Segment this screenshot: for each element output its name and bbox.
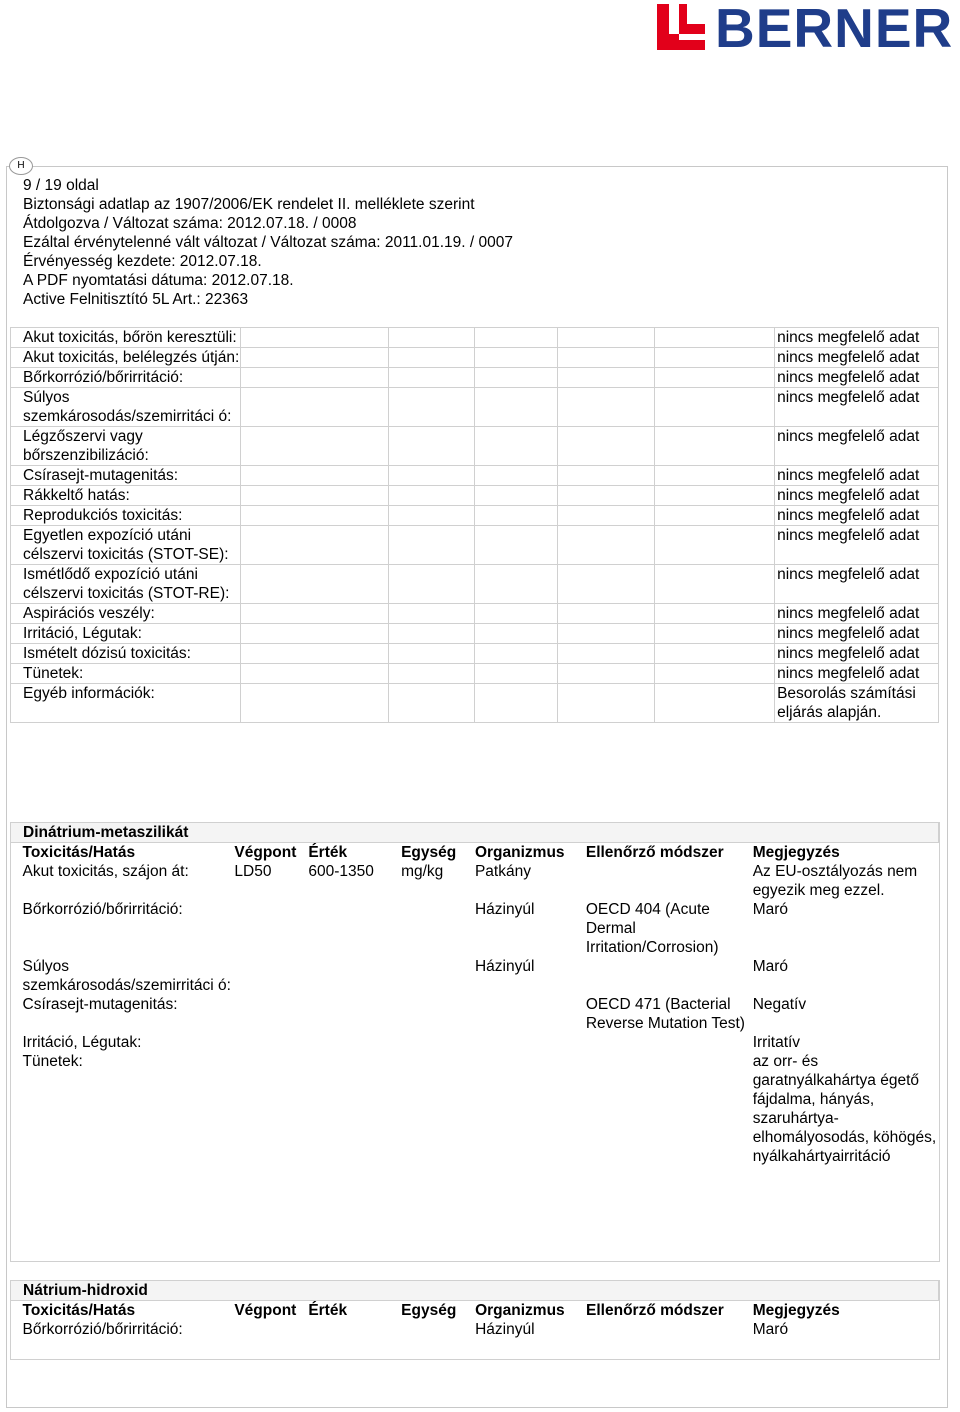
effect-label: Rákkeltő hatás:	[11, 486, 241, 506]
column-header: Végpont	[234, 844, 297, 861]
cell-method	[584, 1320, 751, 1339]
cell-note: Irritatív	[752, 1034, 801, 1051]
empty-cell	[474, 368, 557, 388]
table-row	[11, 1320, 939, 1339]
empty-cell	[557, 466, 655, 486]
valid-from-line: Érvényesség kezdete: 2012.07.18.	[23, 253, 262, 270]
table-row	[11, 957, 939, 995]
empty-cell	[474, 664, 557, 684]
effect-label: Ismétlődő expozíció utáni célszervi toxicitás (STOT-RE):	[11, 565, 241, 604]
empty-cell	[655, 565, 775, 604]
cell-organism	[473, 1033, 584, 1052]
effect-note: nincs megfelelő adat	[775, 644, 939, 664]
cell-note: Maró	[752, 958, 789, 975]
effect-label: Irritáció, Légutak:	[11, 624, 241, 644]
effect-note: nincs megfelelő adat	[775, 427, 939, 466]
effect-note: nincs megfelelő adat	[775, 664, 939, 684]
effect-note: nincs megfelelő adat	[775, 565, 939, 604]
effect-label: Egyéb információk:	[11, 684, 241, 723]
empty-cell	[474, 506, 557, 526]
effect-label: Akut toxicitás, belélegzés útján:	[11, 348, 241, 368]
empty-cell	[655, 664, 775, 684]
empty-cell	[240, 664, 388, 684]
effect-label: Csírasejt-mutagenitás:	[11, 466, 241, 486]
empty-cell	[557, 526, 655, 565]
cell-organism: Patkány	[474, 863, 531, 880]
cell-organism	[473, 1052, 584, 1166]
empty-cell	[240, 427, 388, 466]
effect-note: nincs megfelelő adat	[775, 466, 939, 486]
table-row	[11, 624, 939, 644]
cell-unit	[399, 957, 473, 995]
empty-cell	[388, 348, 474, 368]
empty-cell	[474, 684, 557, 723]
empty-cell	[240, 526, 388, 565]
cell-method	[584, 1033, 751, 1052]
brand-name: BERNER	[715, 0, 954, 59]
empty-cell	[655, 624, 775, 644]
cell-effect: Bőrkorrózió/bőrirritáció:	[22, 901, 183, 918]
column-header: Érték	[308, 844, 348, 861]
empty-cell	[388, 486, 474, 506]
empty-cell	[474, 644, 557, 664]
cell-organism: Házinyúl	[475, 1321, 535, 1338]
empty-cell	[655, 526, 775, 565]
empty-cell	[388, 506, 474, 526]
effect-note: nincs megfelelő adat	[775, 368, 939, 388]
cell-endpoint	[232, 995, 306, 1033]
empty-cell	[388, 624, 474, 644]
empty-cell	[388, 388, 474, 427]
empty-cell	[240, 348, 388, 368]
cell-effect: Irritáció, Légutak:	[22, 1034, 142, 1051]
empty-cell	[655, 427, 775, 466]
effect-note: nincs megfelelő adat	[775, 624, 939, 644]
empty-cell	[557, 684, 655, 723]
empty-cell	[474, 565, 557, 604]
berner-logo	[657, 0, 957, 59]
empty-cell	[655, 506, 775, 526]
column-header: Megjegyzés	[752, 1302, 840, 1319]
cell-effect: Csírasejt-mutagenitás:	[22, 996, 178, 1013]
column-header: Toxicitás/Hatás	[22, 1302, 136, 1319]
cell-method	[584, 957, 751, 995]
print-date-line: A PDF nyomtatási dátuma: 2012.07.18.	[23, 272, 294, 289]
empty-cell	[240, 388, 388, 427]
effect-label: Tünetek:	[11, 664, 241, 684]
cell-note: Negatív	[752, 996, 807, 1013]
cell-value	[306, 957, 399, 995]
table-row	[11, 1033, 939, 1052]
cell-value	[306, 995, 399, 1033]
cell-value	[306, 1033, 399, 1052]
empty-cell	[655, 348, 775, 368]
table-row	[11, 862, 939, 900]
superseded-line: Ezáltal érvénytelenné vált változat / Változat száma: 2011.01.19. / 0007	[23, 234, 513, 251]
empty-cell	[557, 486, 655, 506]
empty-cell	[388, 644, 474, 664]
empty-cell	[388, 466, 474, 486]
cell-value	[306, 1052, 399, 1166]
effect-label: Ismételt dózisú toxicitás:	[11, 644, 241, 664]
empty-cell	[655, 466, 775, 486]
cell-endpoint	[232, 900, 306, 957]
empty-cell	[557, 368, 655, 388]
cell-unit	[399, 1052, 473, 1166]
empty-cell	[557, 604, 655, 624]
empty-cell	[240, 644, 388, 664]
cell-method: OECD 404 (Acute Dermal Irritation/Corrosion)	[585, 901, 719, 956]
cell-endpoint: LD50	[234, 863, 272, 880]
empty-cell	[474, 526, 557, 565]
product-line: Active Felnitisztító 5L Art.: 22363	[23, 291, 249, 308]
table-row	[11, 1052, 939, 1166]
cell-endpoint	[232, 1320, 306, 1339]
table-row	[11, 328, 939, 348]
page-number: 9 / 19 oldal	[23, 177, 99, 194]
table-row	[11, 995, 939, 1033]
cell-unit	[399, 1033, 473, 1052]
cell-effect: Tünetek:	[22, 1053, 83, 1070]
table-row	[11, 664, 939, 684]
table-row	[11, 644, 939, 664]
effect-note: nincs megfelelő adat	[775, 506, 939, 526]
empty-cell	[474, 624, 557, 644]
table-row	[11, 900, 939, 957]
table-row	[11, 506, 939, 526]
substance-title: Nátrium-hidroxid	[11, 1281, 939, 1301]
empty-cell	[240, 624, 388, 644]
empty-cell	[240, 565, 388, 604]
cell-method: OECD 471 (Bacterial Reverse Mutation Test)	[585, 996, 745, 1032]
revision-line: Átdolgozva / Változat száma: 2012.07.18. / 0008	[23, 215, 357, 232]
empty-cell	[655, 684, 775, 723]
empty-cell	[474, 466, 557, 486]
column-header-row	[11, 1301, 939, 1321]
empty-cell	[388, 684, 474, 723]
table-row	[11, 565, 939, 604]
toxicity-summary-table	[10, 327, 939, 723]
column-header: Ellenőrző módszer	[585, 844, 724, 861]
empty-cell	[240, 684, 388, 723]
table-row	[11, 348, 939, 368]
regulation-line: Biztonsági adatlap az 1907/2006/EK rendelet II. melléklete szerint	[23, 196, 475, 213]
empty-cell	[474, 486, 557, 506]
table-row	[11, 466, 939, 486]
effect-label: Bőrkorrózió/bőrirritáció:	[11, 368, 241, 388]
effect-label: Reprodukciós toxicitás:	[11, 506, 241, 526]
effect-label: Légzőszervi vagy bőrszenzibilizáció:	[11, 427, 241, 466]
empty-cell	[557, 388, 655, 427]
empty-cell	[557, 624, 655, 644]
column-header: Organizmus	[475, 1302, 565, 1319]
table-row	[11, 388, 939, 427]
cell-effect: Bőrkorrózió/bőrirritáció:	[22, 1321, 183, 1338]
empty-cell	[240, 604, 388, 624]
empty-cell	[388, 427, 474, 466]
empty-cell	[240, 466, 388, 486]
cell-organism: Házinyúl	[474, 901, 535, 918]
empty-cell	[388, 368, 474, 388]
cell-unit	[399, 900, 473, 957]
column-header: Ellenőrző módszer	[586, 1302, 724, 1319]
effect-note: nincs megfelelő adat	[775, 604, 939, 624]
empty-cell	[388, 565, 474, 604]
cell-value	[306, 1320, 399, 1339]
effect-note: nincs megfelelő adat	[775, 388, 939, 427]
effect-note: nincs megfelelő adat	[775, 486, 939, 506]
language-badge: H	[9, 157, 33, 175]
cell-organism: Házinyúl	[474, 958, 535, 975]
empty-cell	[474, 328, 557, 348]
cell-note: Az EU-osztályozás nem egyezik meg ezzel.	[752, 863, 918, 899]
empty-cell	[655, 388, 775, 427]
empty-cell	[388, 664, 474, 684]
empty-cell	[557, 348, 655, 368]
table-row	[11, 604, 939, 624]
column-header: Organizmus	[474, 844, 565, 861]
effect-label: Súlyos szemkárosodás/szemirritáci ó:	[11, 388, 241, 427]
effect-label: Akut toxicitás, bőrön keresztüli:	[11, 328, 241, 348]
column-header: Egység	[401, 1302, 457, 1319]
effect-note: Besorolás számítási eljárás alapján.	[775, 684, 939, 723]
column-header: Egység	[401, 844, 457, 861]
table-row	[11, 526, 939, 565]
empty-cell	[240, 368, 388, 388]
cell-endpoint	[232, 957, 306, 995]
sodium-hydroxide-table	[10, 1280, 939, 1339]
column-header: Érték	[308, 1302, 348, 1319]
column-header: Végpont	[234, 1302, 297, 1319]
cell-unit	[399, 1320, 473, 1339]
table-row	[11, 427, 939, 466]
empty-cell	[557, 644, 655, 664]
empty-cell	[474, 604, 557, 624]
empty-cell	[474, 388, 557, 427]
column-header: Megjegyzés	[752, 844, 840, 861]
cell-method	[584, 1052, 751, 1166]
cell-note: Maró	[752, 901, 789, 918]
empty-cell	[388, 526, 474, 565]
cell-method	[584, 862, 751, 900]
substance-title-row	[11, 823, 939, 843]
column-header-row	[11, 843, 939, 863]
cell-unit	[399, 995, 473, 1033]
cell-endpoint	[232, 1052, 306, 1166]
empty-cell	[240, 506, 388, 526]
empty-cell	[655, 328, 775, 348]
empty-cell	[557, 328, 655, 348]
empty-cell	[655, 644, 775, 664]
empty-cell	[557, 565, 655, 604]
column-header: Toxicitás/Hatás	[22, 844, 136, 861]
empty-cell	[557, 427, 655, 466]
table-row	[11, 486, 939, 506]
empty-cell	[388, 604, 474, 624]
substance-title: Dinátrium-metaszilikát	[11, 823, 939, 843]
effect-note: nincs megfelelő adat	[775, 526, 939, 565]
cell-value	[306, 900, 399, 957]
empty-cell	[655, 486, 775, 506]
empty-cell	[474, 348, 557, 368]
effect-note: nincs megfelelő adat	[775, 328, 939, 348]
empty-cell	[655, 368, 775, 388]
cell-value: 600-1350	[308, 863, 374, 880]
effect-note: nincs megfelelő adat	[775, 348, 939, 368]
cell-unit: mg/kg	[401, 863, 444, 880]
cell-note: Maró	[752, 1321, 789, 1338]
empty-cell	[655, 604, 775, 624]
cell-effect: Akut toxicitás, szájon át:	[22, 863, 189, 880]
berner-logo-mark	[657, 4, 705, 50]
disodium-metasilicate-table	[10, 822, 939, 1166]
table-row	[11, 368, 939, 388]
empty-cell	[240, 486, 388, 506]
empty-cell	[240, 328, 388, 348]
empty-cell	[557, 664, 655, 684]
cell-organism	[473, 995, 584, 1033]
substance-title-row	[11, 1281, 939, 1301]
empty-cell	[474, 427, 557, 466]
effect-label: Aspirációs veszély:	[11, 604, 241, 624]
empty-cell	[388, 328, 474, 348]
cell-note: az orr- és garatnyálkahártya égető fájdalma, hányás, szaruhártya-elhomályosodás, köhögés, nyálkahártyairritáció	[752, 1053, 937, 1165]
cell-endpoint	[232, 1033, 306, 1052]
table-row	[11, 684, 939, 723]
effect-label: Egyetlen expozíció utáni célszervi toxicitás (STOT-SE):	[11, 526, 241, 565]
empty-cell	[557, 506, 655, 526]
cell-effect: Súlyos szemkárosodás/szemirritáci ó:	[22, 958, 231, 994]
document-header	[23, 176, 513, 309]
